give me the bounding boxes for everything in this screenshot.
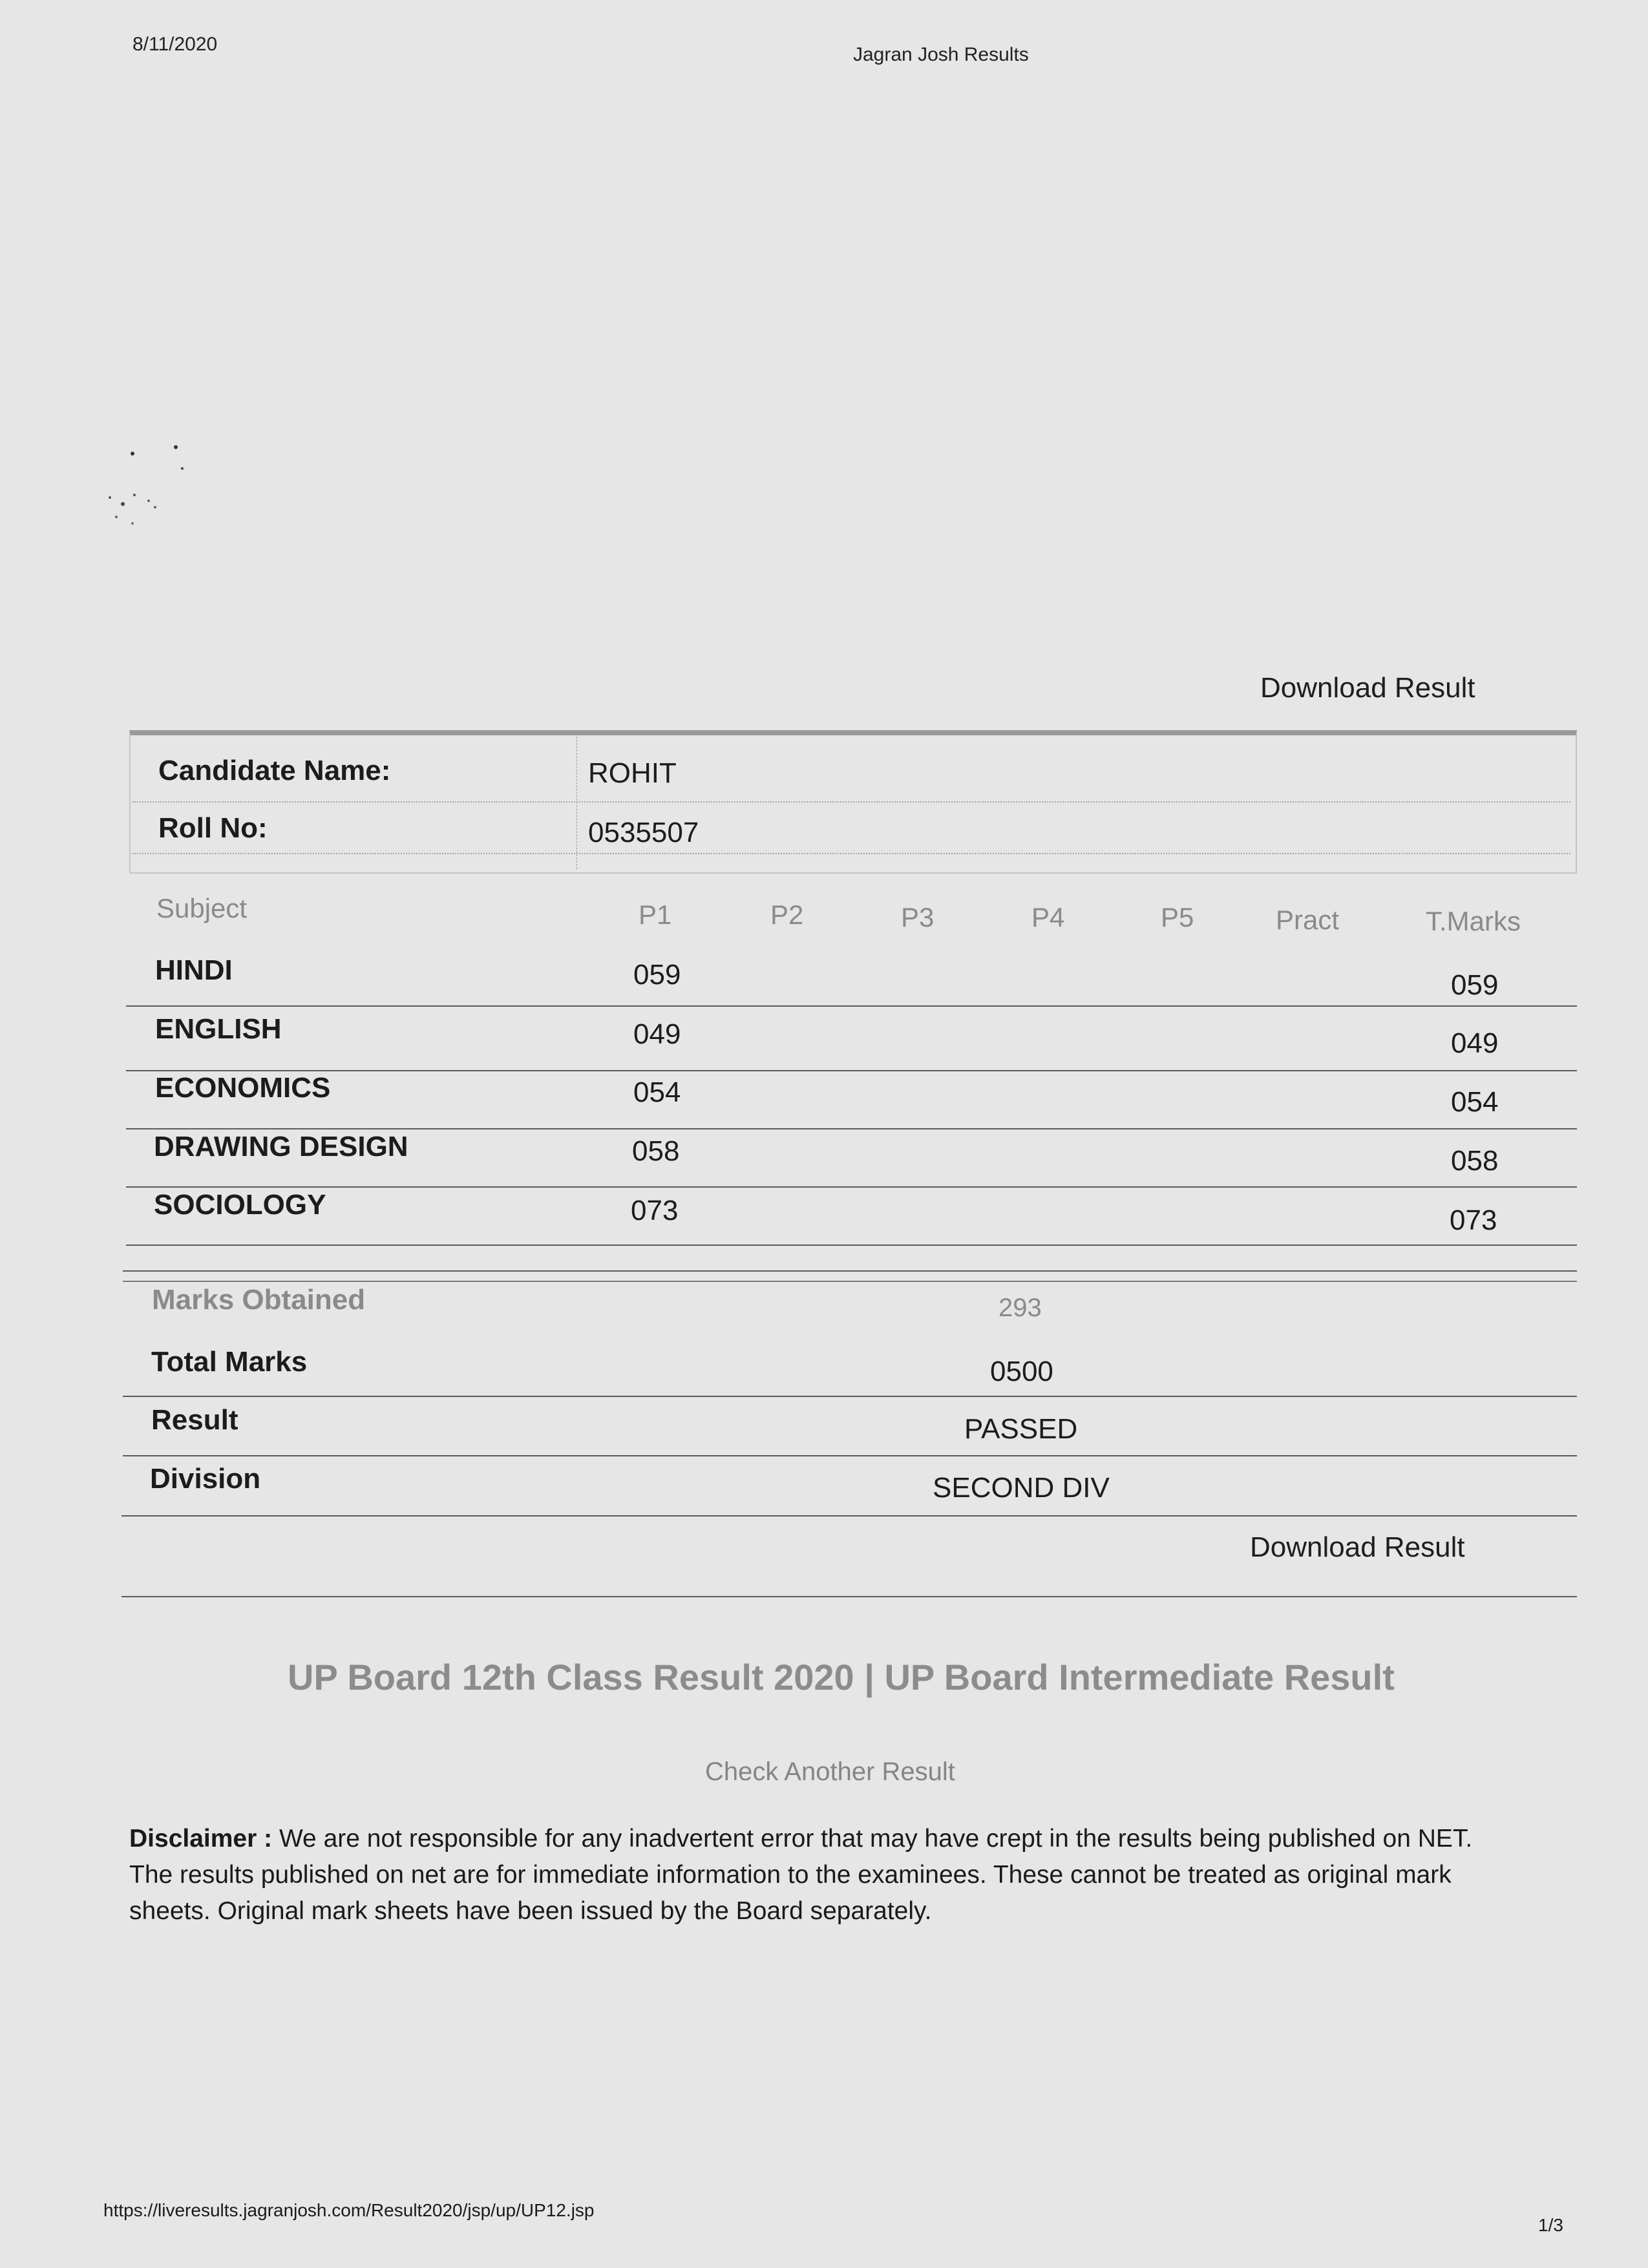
subject-p1-marks: 058 xyxy=(632,1135,680,1167)
row-separator xyxy=(126,1128,1577,1129)
disclaimer xyxy=(129,1821,1519,1929)
row-separator xyxy=(126,1186,1577,1188)
subject-p1-marks: 054 xyxy=(633,1076,681,1108)
subject-total-marks: 058 xyxy=(1451,1145,1499,1177)
result-value: PASSED xyxy=(964,1413,1078,1445)
division-label: Division xyxy=(150,1463,261,1495)
col-header-p4: P4 xyxy=(1031,902,1065,932)
row-separator xyxy=(126,1244,1577,1246)
subject-name: DRAWING DESIGN xyxy=(154,1131,408,1162)
download-result-link-bottom[interactable]: Download Result xyxy=(1250,1531,1465,1563)
row-separator xyxy=(126,1070,1577,1071)
section-separator xyxy=(123,1281,1577,1282)
total-marks-label: Total Marks xyxy=(151,1346,308,1378)
roll-no-value: 0535507 xyxy=(588,817,699,848)
subject-p1-marks: 059 xyxy=(633,959,681,991)
total-marks-value: 0500 xyxy=(990,1356,1053,1387)
marks-obtained-value: 293 xyxy=(998,1294,1042,1322)
result-label: Result xyxy=(151,1404,238,1436)
footer-page-number: 1/3 xyxy=(1538,2215,1563,2235)
candidate-name-label: Candidate Name: xyxy=(158,755,391,786)
roll-no-label: Roll No: xyxy=(158,812,268,844)
subject-p1-marks: 049 xyxy=(633,1018,681,1050)
subject-p1-marks: 073 xyxy=(631,1195,679,1226)
col-header-subject: Subject xyxy=(156,893,248,923)
section-separator xyxy=(123,1270,1577,1272)
subject-total-marks: 073 xyxy=(1450,1204,1497,1236)
print-date: 8/11/2020 xyxy=(132,34,218,55)
subject-name: HINDI xyxy=(155,954,233,986)
col-header-p1: P1 xyxy=(639,899,672,930)
subject-total-marks: 059 xyxy=(1451,969,1499,1001)
disclaimer-label: Disclaimer : xyxy=(129,1825,273,1853)
row-separator xyxy=(121,1515,1577,1517)
row-separator xyxy=(126,1005,1577,1007)
col-header-p3: P3 xyxy=(901,902,935,932)
download-result-link-top[interactable]: Download Result xyxy=(1260,672,1475,704)
subject-name: ECONOMICS xyxy=(155,1072,331,1104)
col-header-tmarks: T.Marks xyxy=(1426,906,1521,936)
candidate-row-divider xyxy=(132,853,1570,854)
col-header-p5: P5 xyxy=(1161,902,1194,932)
print-title: Jagran Josh Results xyxy=(853,44,1029,65)
division-value: SECOND DIV xyxy=(933,1472,1110,1504)
row-separator xyxy=(123,1396,1577,1397)
subject-name: SOCIOLOGY xyxy=(154,1189,326,1221)
subject-total-marks: 049 xyxy=(1451,1027,1499,1059)
scan-specks xyxy=(71,304,213,543)
check-another-result-link[interactable]: Check Another Result xyxy=(705,1758,955,1786)
subject-total-marks: 054 xyxy=(1451,1086,1499,1118)
disclaimer-text: We are not responsible for any inadvertent error that may have crept in the results being published on NET. The results published on net are for immediate information to the examinees. These cannot be treated as original mark sheets. Original mark sheets have been issued by the Board separately. xyxy=(129,1825,1473,1925)
col-header-pract: Pract xyxy=(1276,905,1340,935)
marks-obtained-label: Marks Obtained xyxy=(152,1284,366,1316)
candidate-row-divider xyxy=(132,801,1570,803)
subject-name: ENGLISH xyxy=(155,1013,282,1045)
row-separator xyxy=(123,1455,1577,1456)
candidate-box-divider xyxy=(576,737,577,869)
candidate-name-value: ROHIT xyxy=(588,757,677,789)
col-header-p2: P2 xyxy=(770,899,804,930)
page-heading: UP Board 12th Class Result 2020 | UP Board Intermediate Result xyxy=(288,1657,1395,1697)
footer-url: https://liveresults.jagranjosh.com/Result2020/jsp/up/UP12.jsp xyxy=(103,2200,595,2220)
row-separator xyxy=(121,1596,1577,1597)
